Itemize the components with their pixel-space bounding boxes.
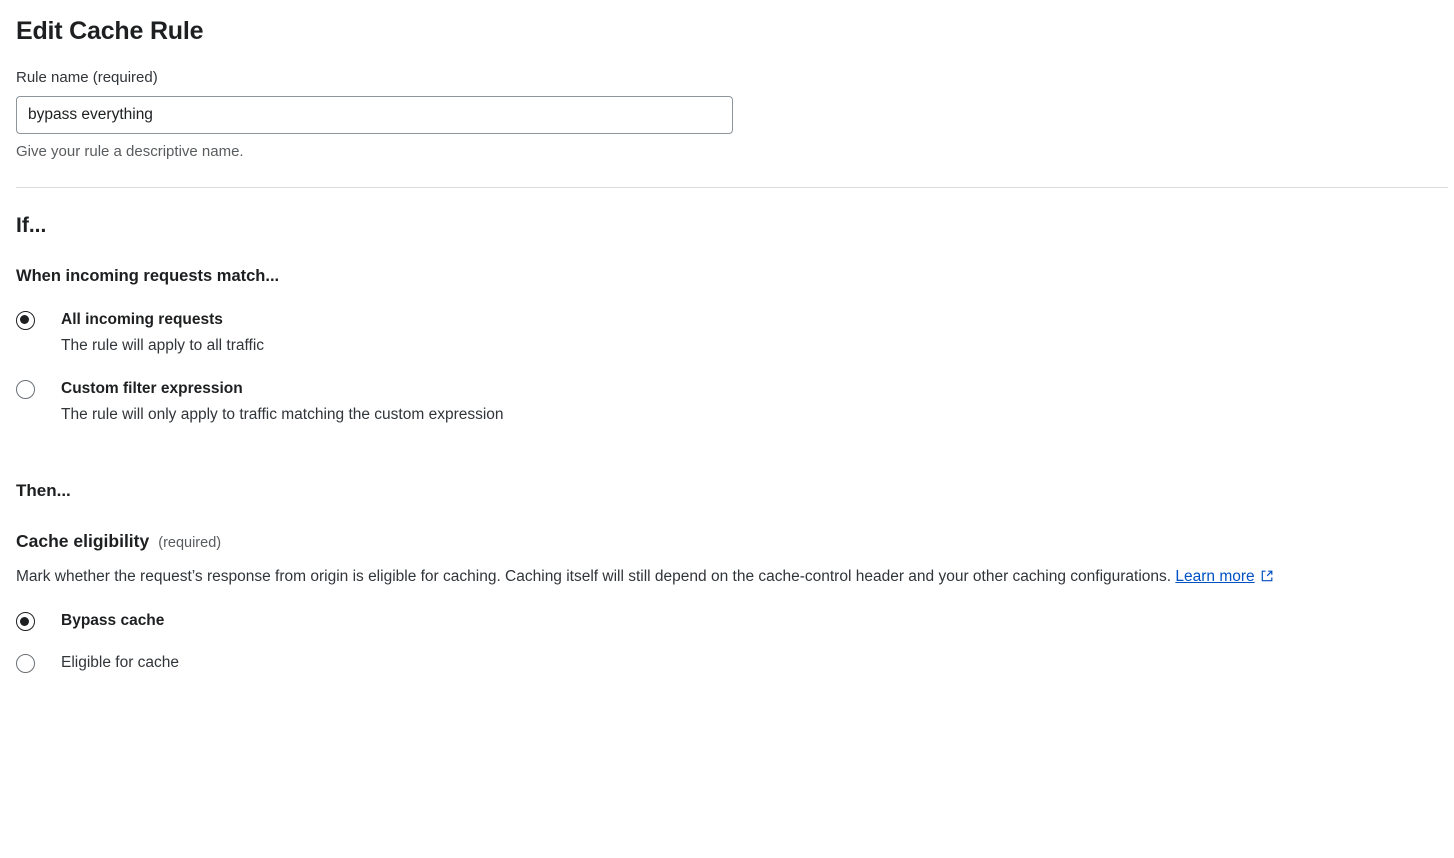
radio-desc-all-incoming-requests: The rule will apply to all traffic (61, 336, 265, 354)
radio-label-bypass-cache: Bypass cache (61, 612, 165, 630)
rule-name-helper-text: Give your rule a descriptive name. (16, 142, 244, 160)
radio-desc-custom-filter-expression: The rule will only apply to traffic matching the custom expression (61, 405, 504, 423)
radio-icon-selected[interactable] (16, 311, 35, 330)
cache-eligibility-description-text: Mark whether the request’s response from origin is eligible for caching. Caching itself will still depend on the cache-control header and your other caching configurations. (16, 568, 1172, 586)
radio-option-bypass-cache[interactable] (16, 611, 1438, 632)
external-link-icon[interactable] (1260, 567, 1274, 591)
cache-eligibility-required-tag: (required) (158, 535, 222, 552)
page-title: Edit Cache Rule (16, 17, 204, 45)
radio-label-all-incoming-requests: All incoming requests (61, 310, 223, 328)
rule-name-field-group (16, 68, 1438, 161)
if-section-heading: If... (16, 214, 47, 237)
section-divider (16, 187, 1448, 188)
cache-eligibility-heading (16, 531, 1438, 552)
cache-eligibility-description (16, 565, 1438, 591)
rule-name-input[interactable] (16, 96, 733, 134)
cache-eligibility-radio-group (16, 611, 1438, 674)
radio-option-eligible-for-cache[interactable] (16, 653, 1438, 674)
radio-option-all-incoming-requests[interactable] (16, 310, 1438, 357)
radio-icon-unselected[interactable] (16, 380, 35, 399)
radio-icon-unselected[interactable] (16, 654, 35, 673)
incoming-requests-subheading: When incoming requests match... (16, 267, 280, 286)
radio-icon-selected[interactable] (16, 612, 35, 631)
rule-name-label: Rule name (required) (16, 69, 158, 86)
radio-option-custom-filter-expression[interactable] (16, 379, 1438, 426)
radio-label-eligible-for-cache: Eligible for cache (61, 654, 180, 672)
then-section-heading: Then... (16, 481, 71, 501)
radio-label-custom-filter-expression: Custom filter expression (61, 379, 243, 397)
cache-eligibility-title: Cache eligibility (16, 531, 150, 552)
learn-more-link[interactable]: Learn more (1175, 568, 1255, 586)
incoming-requests-radio-group (16, 310, 1438, 426)
